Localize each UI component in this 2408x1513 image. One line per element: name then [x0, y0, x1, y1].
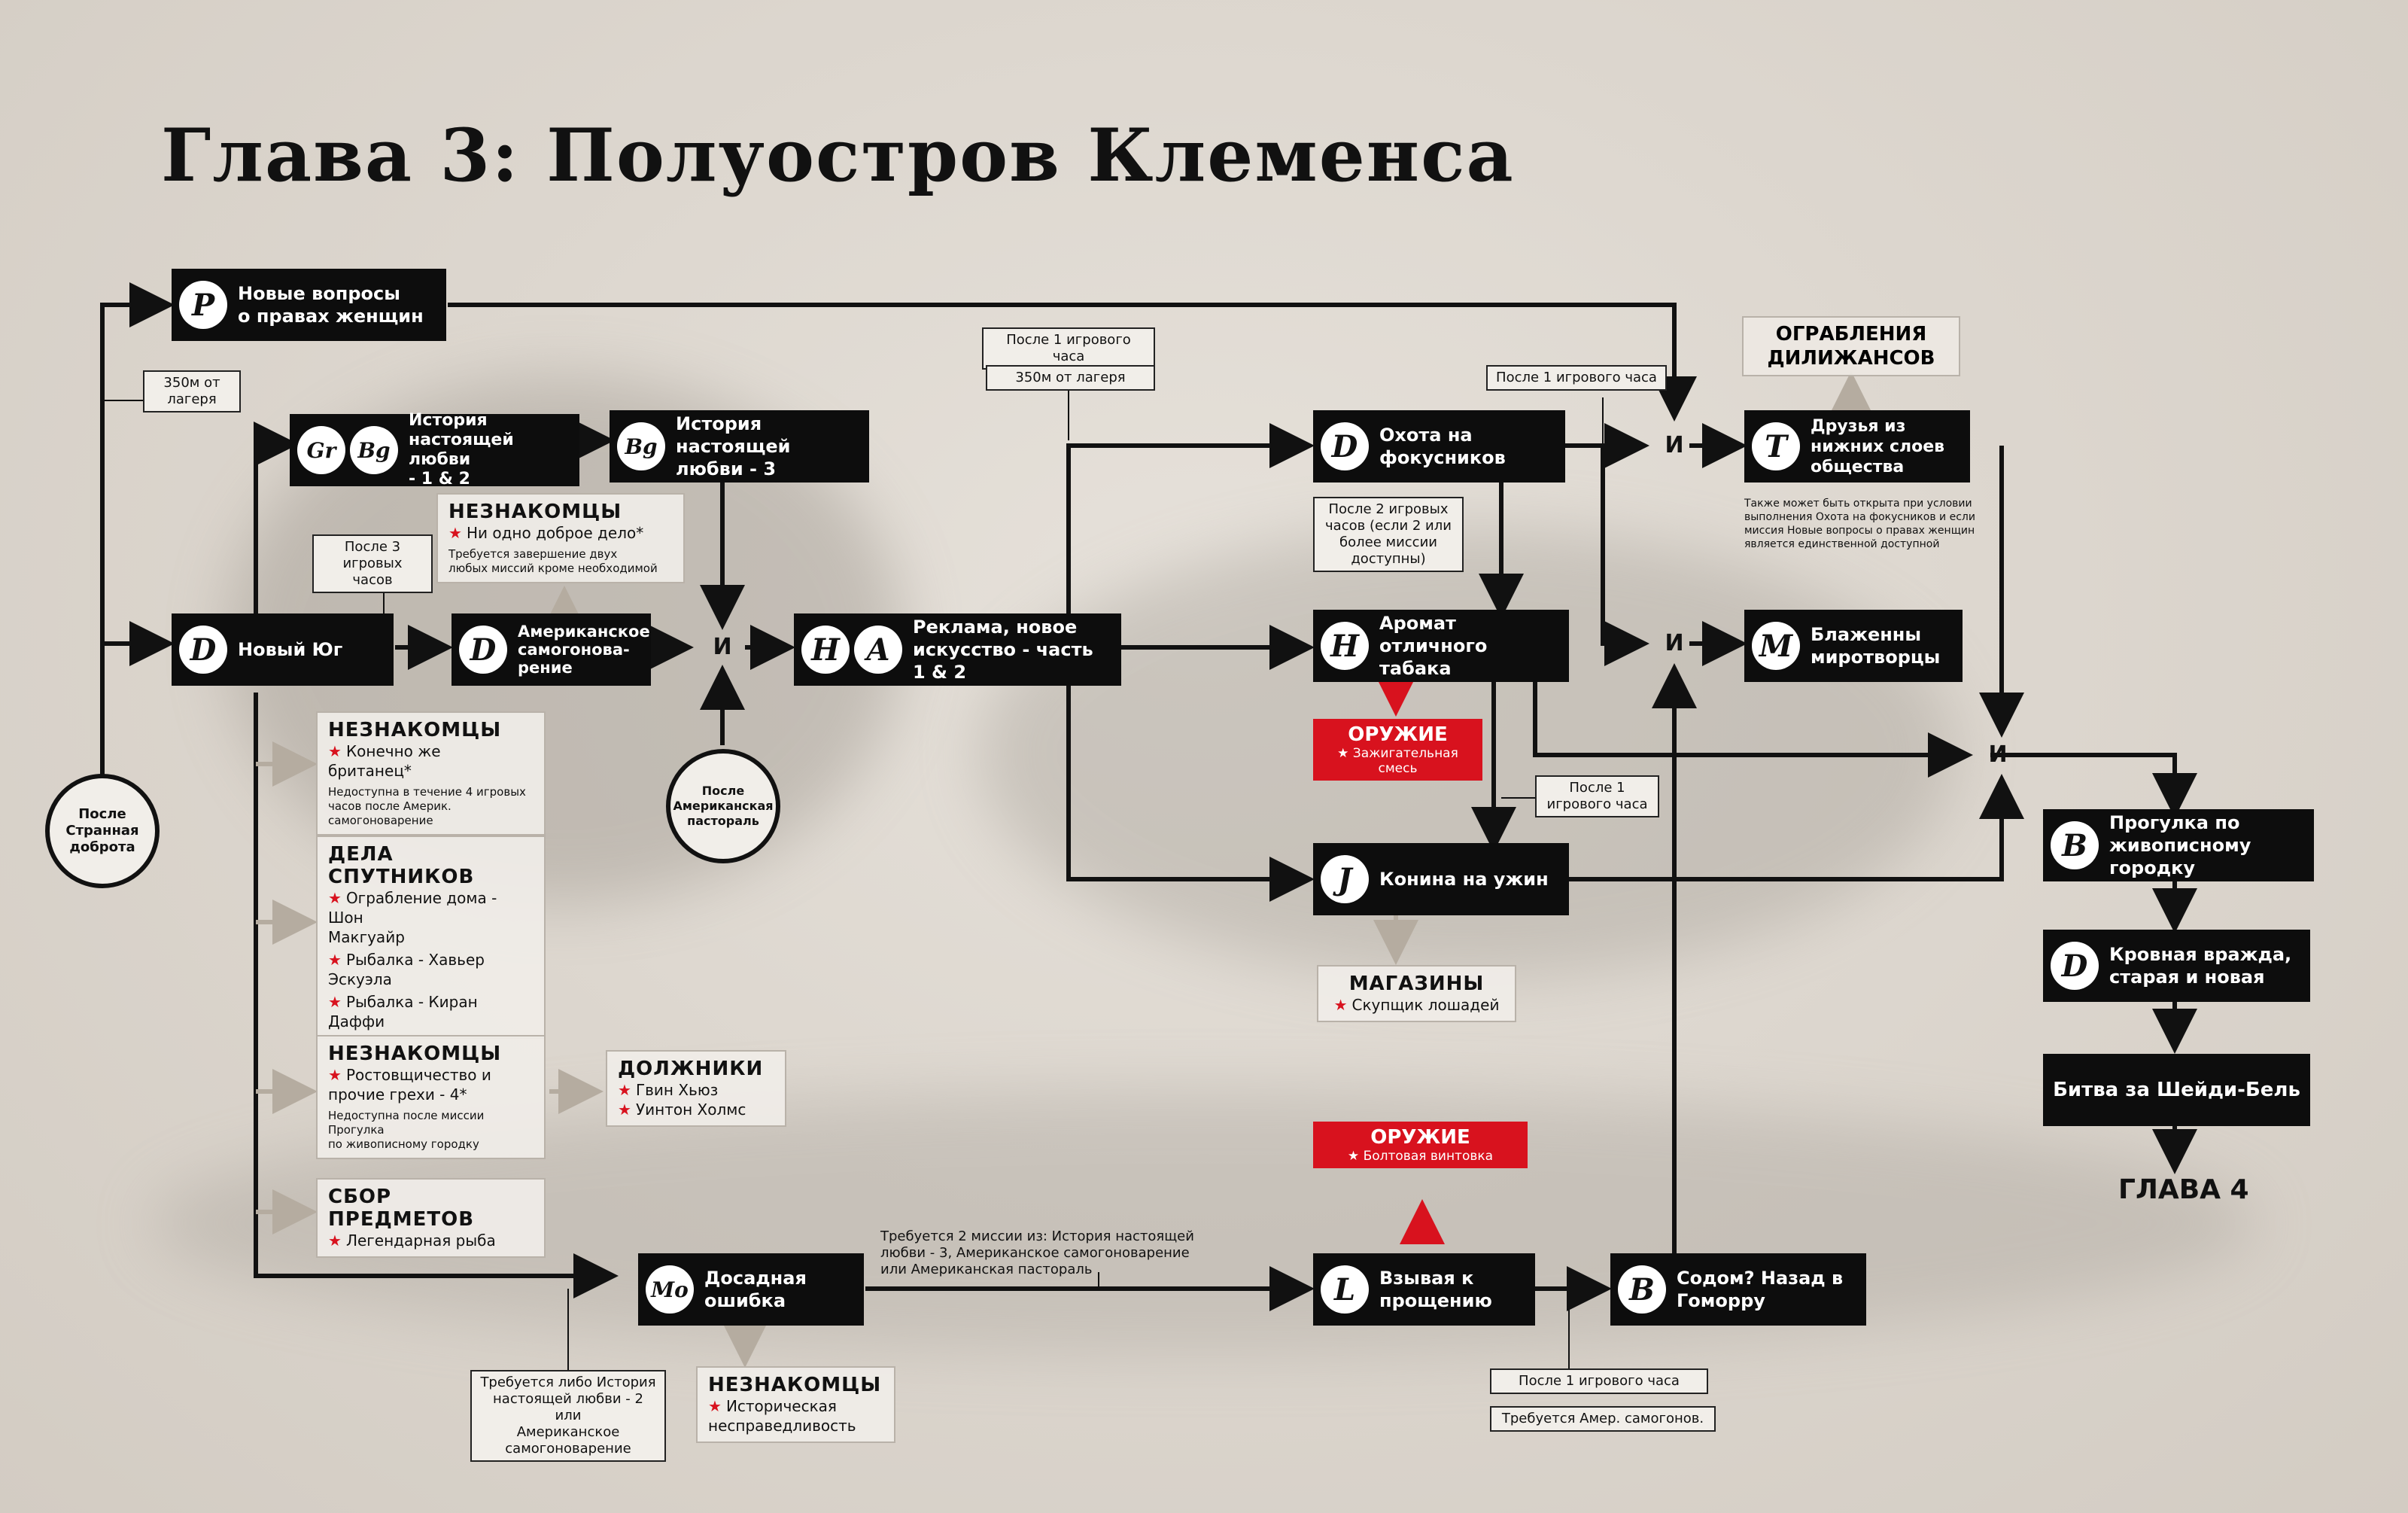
character-icon-h: H [801, 626, 850, 674]
star-icon: ★ [328, 993, 342, 1011]
requirement-note: Требуется либо История настоящей любви - 2 или Американское самогоноварение [470, 1370, 666, 1462]
strangers-panel [696, 1366, 895, 1443]
and-node: И [1665, 432, 1684, 458]
friends-unlock-note: Также может быть открыта при условии выполнения Охота на фокусников и если миссия Новые вопросы о правах женщин является единственной доступной [1744, 498, 1975, 550]
mission-title: История настоящей любви - 3 [676, 413, 791, 479]
character-icon-t: T [1752, 422, 1800, 470]
character-icon-d: D [459, 626, 507, 674]
mission-title: Содом? Назад в Гоморру [1677, 1268, 1844, 1311]
mission-title: Новые вопросы о правах женщин [238, 283, 424, 327]
mission-title: Американское самогонова- рение [518, 623, 650, 677]
strangers-panel [436, 493, 685, 583]
panel-title: НЕЗНАКОМЦЫ [448, 501, 622, 523]
character-icon-b: B [2051, 821, 2099, 869]
next-chapter-label: ГЛАВА 4 [2118, 1174, 2249, 1205]
mission-magicians[interactable] [1313, 410, 1565, 483]
shops-panel [1317, 965, 1516, 1022]
panel-title: НЕЗНАКОМЦЫ [328, 719, 502, 741]
mission-title: Взывая к прощению [1379, 1268, 1492, 1311]
star-icon: ★ [328, 889, 342, 907]
mission-tobacco[interactable] [1313, 610, 1569, 682]
mission-title: История настоящей любви - 1 & 2 [409, 411, 514, 489]
mission-title: Досадная ошибка [704, 1268, 807, 1311]
panel-item[interactable]: ★ Гвин Хьюз [618, 1081, 719, 1099]
mission-title: Охота на фокусников [1379, 425, 1506, 468]
collectibles-panel [316, 1178, 546, 1258]
star-icon: ★ [708, 1397, 722, 1415]
panel-item[interactable]: ★ Легендарная рыба [328, 1231, 496, 1250]
star-icon: ★ [1337, 746, 1353, 761]
panel-title: СБОР ПРЕДМЕТОВ [328, 1186, 475, 1231]
mission-title: Новый Юг [238, 639, 343, 660]
panel-item[interactable]: ★ Рыбалка - Хавьер Эскуэла [328, 951, 485, 988]
time-note: После 3 игровых часов [312, 534, 433, 593]
weapon-box [1313, 1122, 1528, 1168]
character-icon-d: D [179, 626, 227, 674]
mission-women-rights[interactable] [172, 269, 446, 341]
mission-moonshine[interactable] [451, 613, 651, 686]
requirement-note: Требуется Амер. самогонов. [1490, 1406, 1716, 1432]
star-icon: ★ [618, 1081, 631, 1099]
character-icon-m: M [1752, 622, 1800, 670]
character-icon-mo: Mo [646, 1265, 694, 1314]
mission-title: Аромат отличного табака [1379, 613, 1488, 679]
mission-advertising[interactable] [794, 613, 1121, 686]
time-note: После 1 игрового часа [982, 327, 1155, 370]
weapon-item[interactable]: ★ Болтовая винтовка [1347, 1149, 1494, 1164]
weapon-title: ОРУЖИЕ [1370, 1126, 1470, 1149]
mission-true-love-3[interactable] [610, 410, 869, 483]
star-icon: ★ [328, 1066, 342, 1084]
time-note: После 2 игровых часов (если 2 или более миссии доступны) [1313, 497, 1464, 572]
mission-title: Реклама, новое искусство - часть 1 & 2 [913, 616, 1093, 683]
character-icon-h: H [1321, 622, 1369, 670]
pastoral-condition-circle: После Американская пастораль [666, 749, 780, 863]
character-icon-p: P [179, 281, 227, 329]
time-note: После 1 игрового часа [1535, 775, 1659, 817]
character-icon-bg: Bg [617, 422, 665, 470]
panel-item[interactable]: ★ Ростовщичество и прочие грехи - 4* [328, 1066, 491, 1104]
panel-title: ДОЛЖНИКИ [618, 1058, 764, 1080]
mission-forgiveness[interactable] [1313, 1253, 1535, 1326]
star-icon: ★ [448, 524, 462, 542]
character-icon-bg: Bg [350, 426, 398, 474]
panel-item[interactable]: ★ Рыбалка - Киран Даффи [328, 993, 478, 1030]
panel-item[interactable]: ★ Ограбление дома - Шон Макгуайр [328, 889, 497, 946]
panel-item[interactable]: ★ Историческая несправедливость [708, 1397, 856, 1435]
panel-item[interactable]: ★ Ни одно доброе дело* [448, 524, 644, 542]
star-icon: ★ [1347, 1149, 1364, 1164]
weapon-item[interactable]: ★ Зажигательная смесь [1337, 746, 1458, 776]
requirement-text: Требуется 2 миссии из: История настоящей любви - 3, Американское самогоноварение или Американская пастораль [880, 1228, 1194, 1277]
mission-battle-shady-belle[interactable]: Битва за Шейди-Бель [2043, 1054, 2310, 1126]
character-icon-d: D [2051, 942, 2099, 990]
character-icon-gr: Gr [297, 426, 345, 474]
panel-note: Требуется завершение двух любых миссий кроме необходимой [448, 547, 658, 575]
strangers-panel [316, 711, 546, 836]
distance-note: 350м от лагеря [143, 370, 241, 412]
character-icon-b: B [1618, 1265, 1666, 1314]
panel-title: НЕЗНАКОМЦЫ [708, 1374, 882, 1396]
mission-title: Друзья из нижних слоев общества [1811, 416, 1945, 476]
mission-friends[interactable] [1744, 410, 1970, 483]
mission-true-love-1-2[interactable] [290, 411, 579, 489]
mission-walk[interactable] [2043, 809, 2314, 881]
page-title: Глава 3: Полуостров Клеменса [161, 113, 1515, 198]
panel-title: МАГАЗИНЫ [1348, 973, 1485, 995]
time-note: После 1 игрового часа [1486, 365, 1667, 391]
mission-horse[interactable] [1313, 843, 1569, 915]
panel-item[interactable]: ★ Скупщик лошадей [1333, 996, 1500, 1014]
panel-note: Недоступна в течение 4 игровых часов после Америк. самогоноварение [328, 785, 526, 827]
mission-title: Прогулка по живописному городку [2109, 812, 2251, 878]
mission-new-south[interactable] [172, 613, 394, 686]
panel-item[interactable]: ★ Уинтон Холмс [618, 1101, 746, 1119]
companions-panel [316, 836, 546, 1039]
panel-title: ДЕЛА СПУТНИКОВ [328, 843, 475, 888]
distance-note: 350м от лагеря [986, 365, 1155, 391]
start-condition-circle: После Странная доброта [45, 774, 160, 888]
mission-title: Конина на ужин [1379, 869, 1549, 890]
and-node: И [1665, 630, 1684, 656]
mission-peacemakers[interactable] [1744, 610, 1963, 682]
debtors-panel [606, 1050, 786, 1127]
weapon-title: ОРУЖИЕ [1348, 723, 1448, 746]
character-icon-d: D [1321, 422, 1369, 470]
time-note: После 1 игрового часа [1490, 1368, 1708, 1394]
strangers-panel [316, 1035, 546, 1159]
and-node: И [713, 634, 732, 660]
mission-title: Блаженны миротворцы [1811, 624, 1941, 668]
mission-unfortunate-mistake[interactable] [638, 1253, 864, 1326]
robberies-panel: ОГРАБЛЕНИЯ ДИЛИЖАНСОВ [1742, 316, 1960, 376]
panel-note: Недоступна после миссии Прогулка по живописному городку [328, 1109, 485, 1151]
character-icon-l: L [1321, 1265, 1369, 1314]
star-icon: ★ [328, 951, 342, 969]
mission-title: Кровная вражда, старая и новая [2109, 944, 2292, 988]
panel-item[interactable]: ★ Конечно же британец* [328, 742, 441, 780]
and-node: И [1988, 741, 2008, 768]
panel-title: НЕЗНАКОМЦЫ [328, 1043, 502, 1065]
star-icon: ★ [1333, 996, 1348, 1014]
mission-sodom[interactable] [1610, 1253, 1866, 1326]
character-icon-j: J [1321, 855, 1369, 903]
character-icon-a: A [854, 626, 902, 674]
star-icon: ★ [328, 1231, 342, 1250]
star-icon: ★ [328, 742, 342, 760]
star-icon: ★ [618, 1101, 631, 1119]
weapon-box [1313, 719, 1482, 781]
mission-blood-feud[interactable] [2043, 930, 2310, 1002]
